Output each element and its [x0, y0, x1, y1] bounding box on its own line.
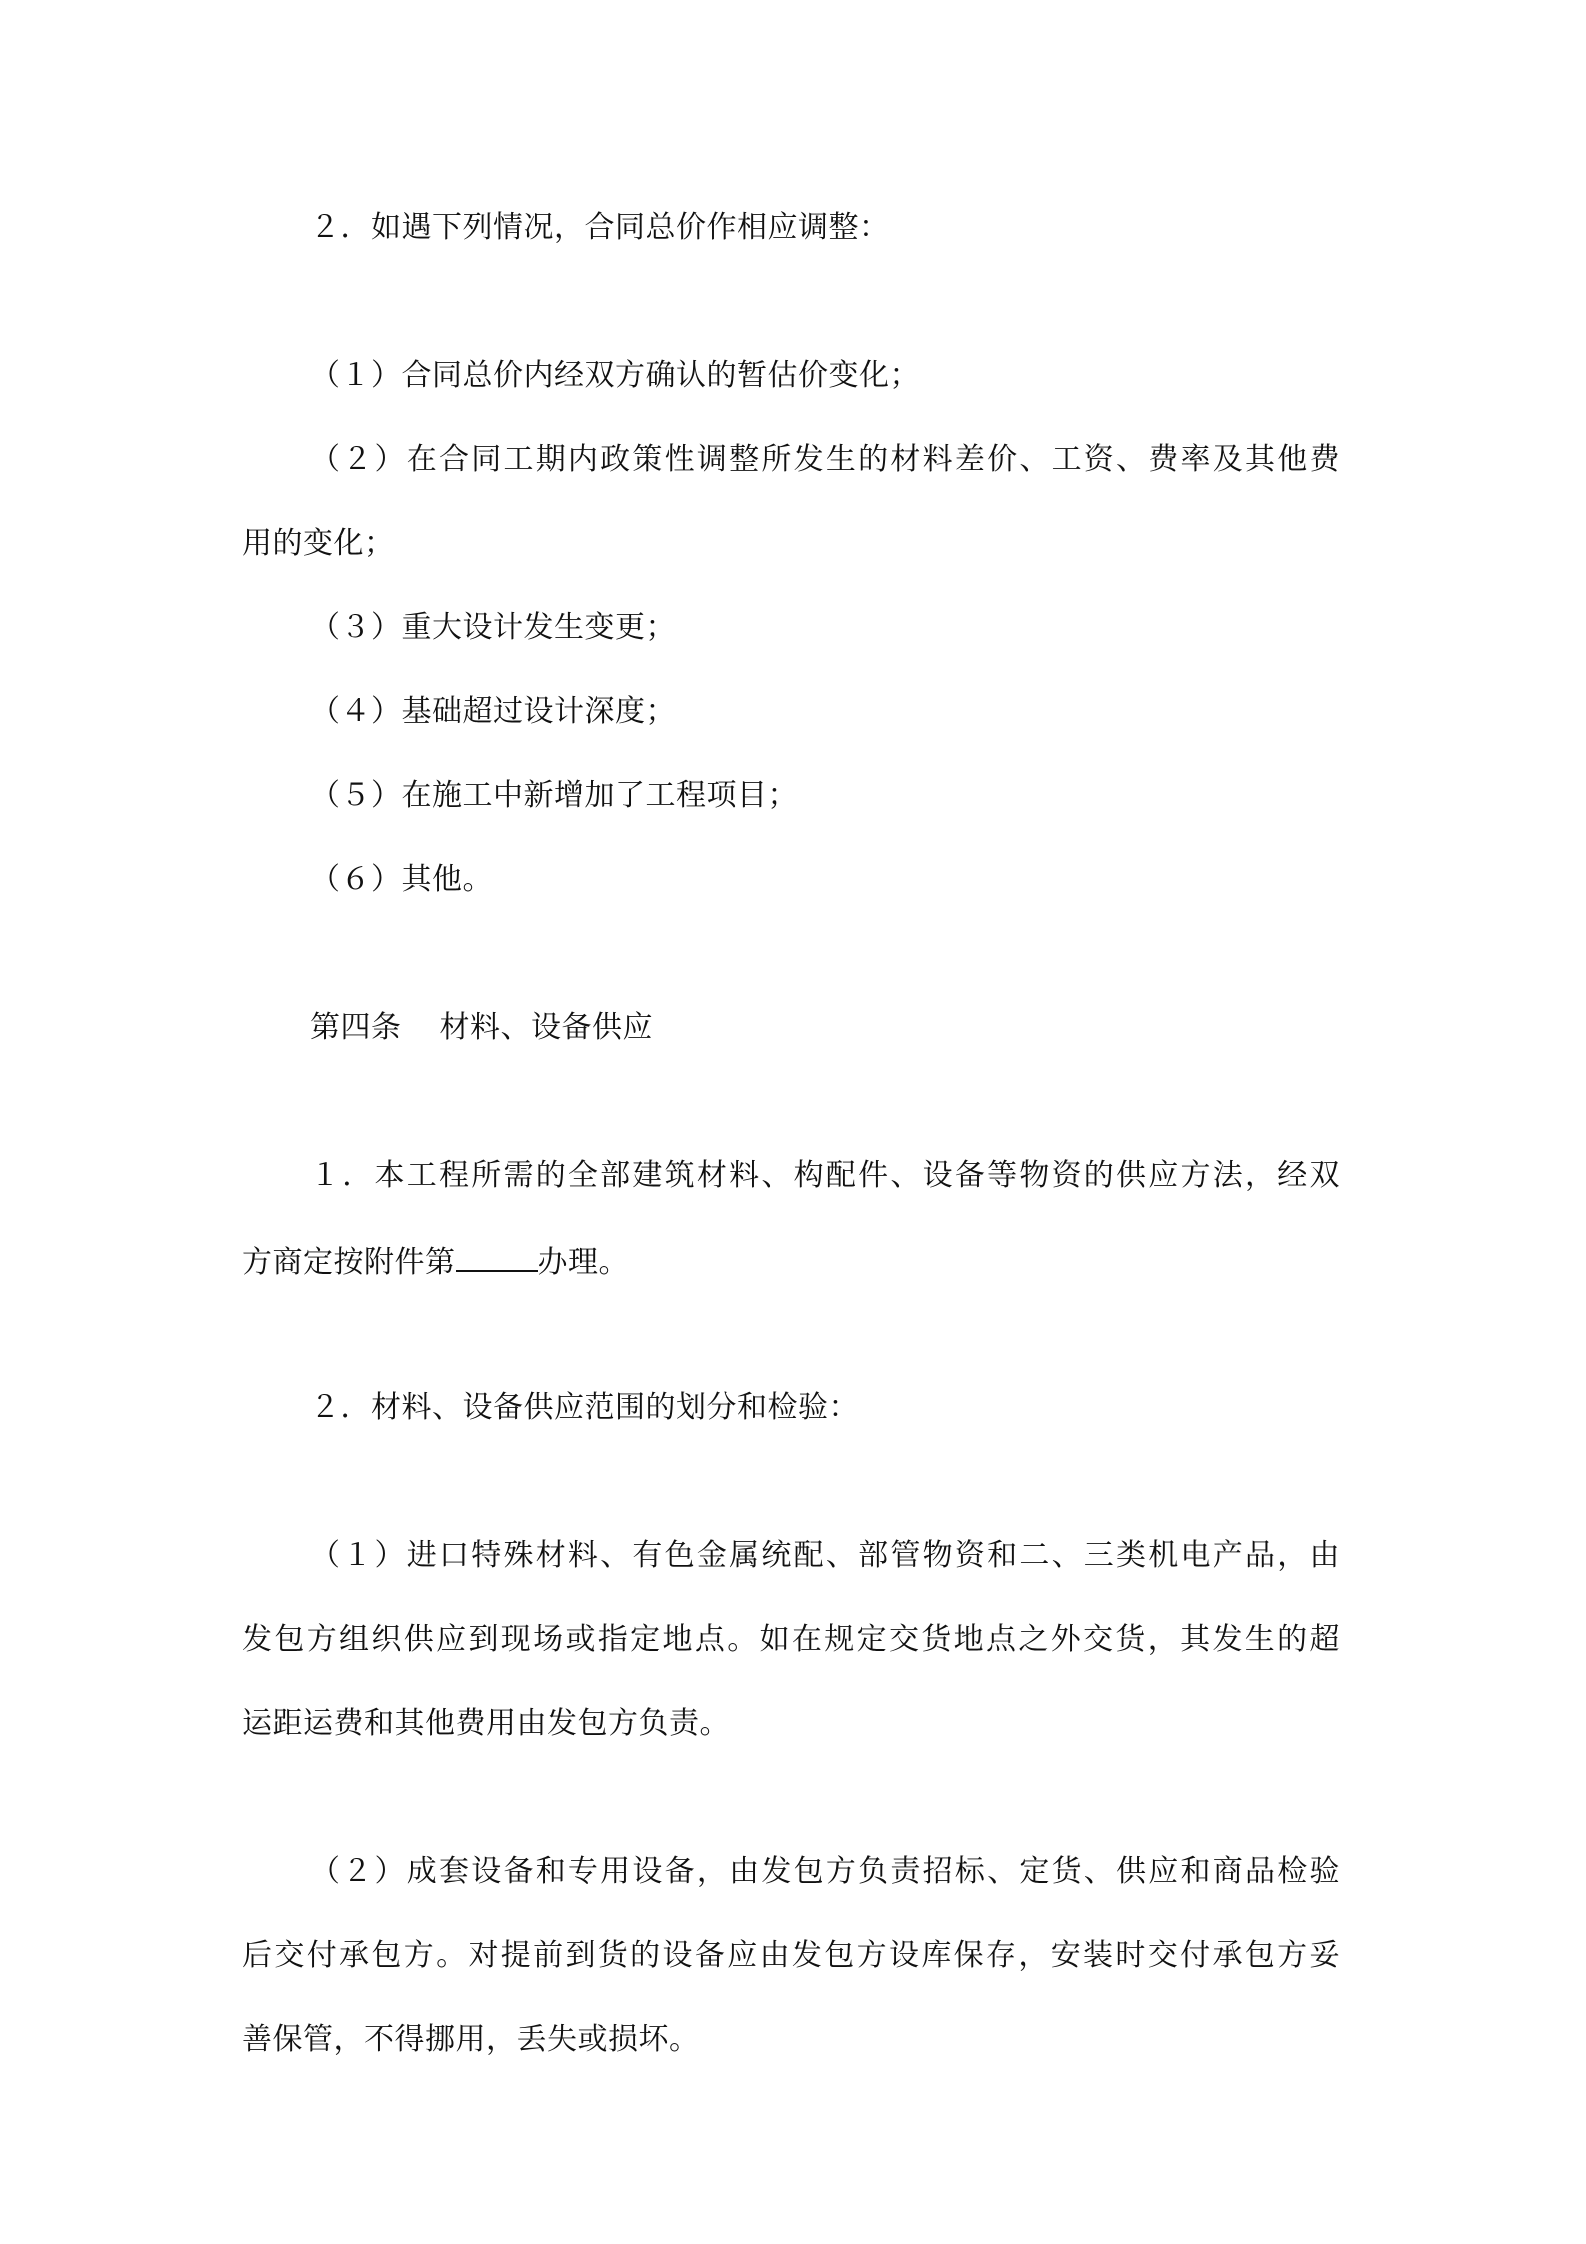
article-4-item1-line2	[242, 1240, 629, 1283]
adjustment-item-6: （６）其他。	[310, 862, 493, 897]
article-4-heading	[310, 1008, 653, 1048]
adjustment-item-2-line1: （２）在合同工期内政策性调整所发生的材料差价、工资、费率及其他费	[310, 442, 1340, 477]
adjustment-item-5: （５）在施工中新增加了工程项目；	[310, 778, 798, 813]
article-4-item2-heading: ２．材料、设备供应范围的划分和检验：	[310, 1390, 859, 1425]
adjustment-item-4: （４）基础超过设计深度；	[310, 694, 676, 729]
article-4-number: 第四条	[310, 1010, 402, 1045]
supply-sub2-line2: 后交付承包方。对提前到货的设备应由发包方设库保存，安装时交付承包方妥	[242, 1938, 1340, 1973]
adjustment-item-3: （３）重大设计发生变更；	[310, 610, 676, 645]
supply-sub1-line2: 发包方组织供应到现场或指定地点。如在规定交货地点之外交货，其发生的超	[242, 1622, 1340, 1657]
appendix-number-blank	[456, 1240, 538, 1272]
article-4-item1-after-blank: 办理。	[537, 1245, 629, 1280]
article-4-title: 材料、设备供应	[439, 1010, 653, 1045]
supply-sub2-line3: 善保管，不得挪用，丢失或损坏。	[242, 2022, 700, 2057]
adjustment-item-2-line2: 用的变化；	[242, 526, 395, 561]
adjustment-item-1: （１）合同总价内经双方确认的暂估价变化；	[310, 358, 920, 393]
article-4-item1-line1: １．本工程所需的全部建筑材料、构配件、设备等物资的供应方法，经双	[310, 1158, 1340, 1193]
supply-sub2-line1: （２）成套设备和专用设备，由发包方负责招标、定货、供应和商品检验	[310, 1854, 1340, 1889]
clause3-item2-heading: ２．如遇下列情况，合同总价作相应调整：	[310, 210, 890, 245]
supply-sub1-line3: 运距运费和其他费用由发包方负责。	[242, 1706, 730, 1741]
article-4-item1-before-blank: 方商定按附件第	[242, 1245, 456, 1280]
supply-sub1-line1: （１）进口特殊材料、有色金属统配、部管物资和二、三类机电产品，由	[310, 1538, 1340, 1573]
